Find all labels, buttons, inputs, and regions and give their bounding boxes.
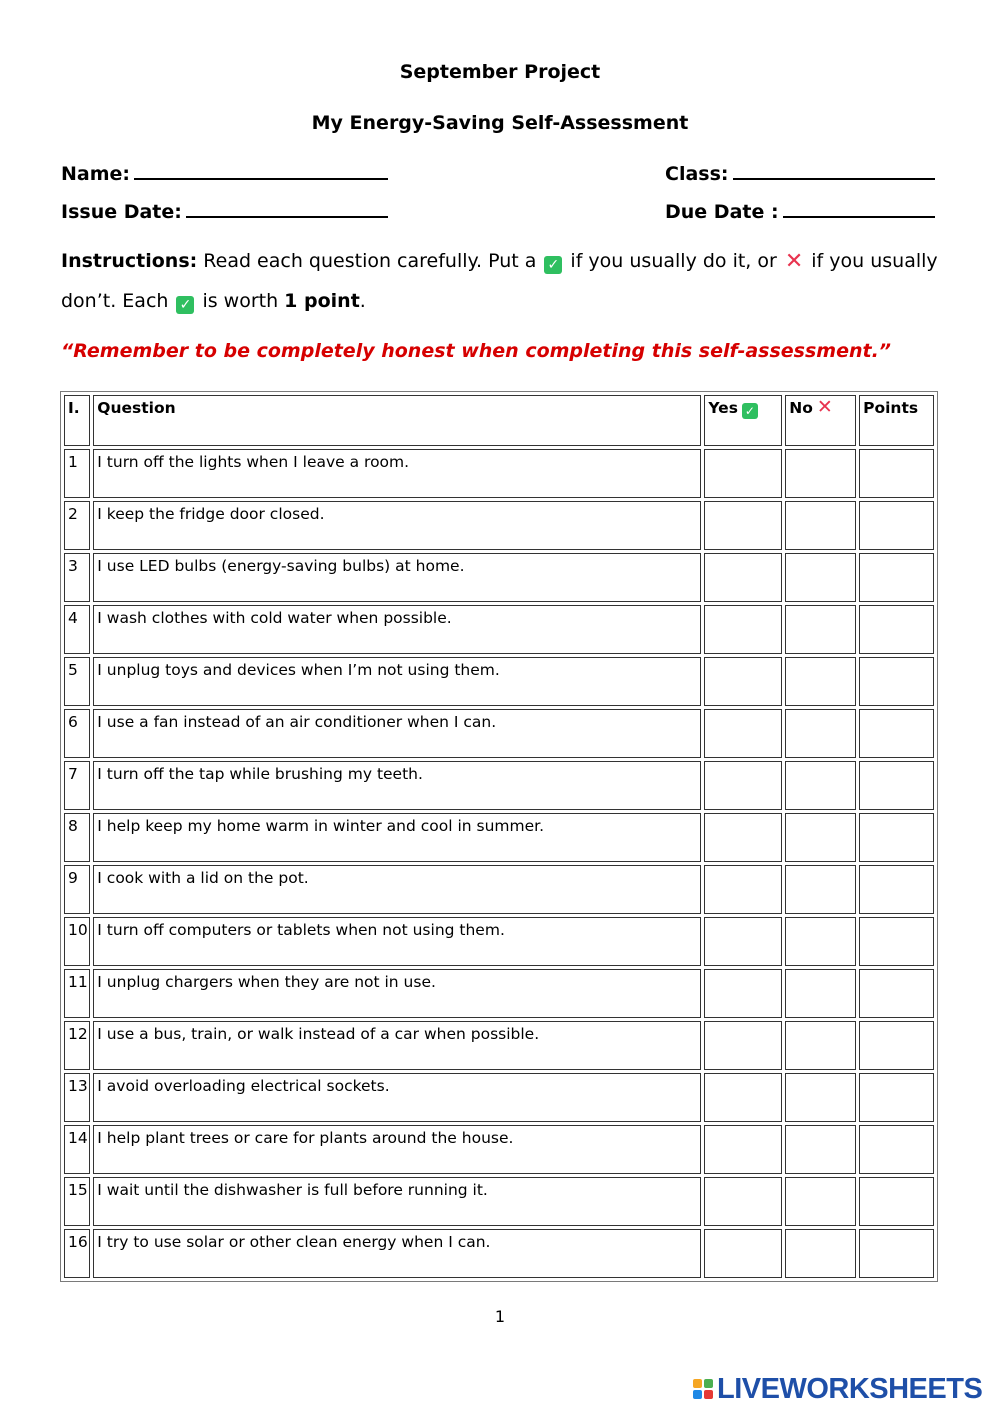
name-label: Name: (61, 163, 131, 185)
cross-icon: ✕ (816, 396, 833, 418)
check-box-icon: ✓ (544, 256, 562, 274)
yes-answer-cell[interactable] (704, 1125, 782, 1174)
points-cell[interactable] (859, 1125, 934, 1174)
name-blank[interactable] (134, 160, 388, 180)
row-number: 12 (64, 1021, 90, 1070)
row-question: I keep the fridge door closed. (93, 501, 701, 550)
page-title: September Project (399, 61, 601, 83)
issue-date-blank[interactable] (186, 198, 388, 218)
table-row (64, 813, 934, 862)
table-row (64, 1229, 934, 1278)
table-row (64, 761, 934, 810)
row-number: 10 (64, 917, 90, 966)
points-cell[interactable] (859, 761, 934, 810)
points-cell[interactable] (859, 553, 934, 602)
points-cell[interactable] (859, 1229, 934, 1278)
header-no: No ✕ (785, 395, 856, 446)
table-row (64, 865, 934, 914)
instructions-text-2: if you usually do it, or (570, 250, 777, 272)
row-number: 16 (64, 1229, 90, 1278)
points-cell[interactable] (859, 1073, 934, 1122)
header-yes: Yes ✓ (704, 395, 782, 446)
row-number: 15 (64, 1177, 90, 1226)
row-number: 4 (64, 605, 90, 654)
row-question: I try to use solar or other clean energy when I can. (93, 1229, 701, 1278)
points-cell[interactable] (859, 605, 934, 654)
no-answer-cell[interactable] (785, 1229, 856, 1278)
yes-answer-cell[interactable] (704, 761, 782, 810)
yes-answer-cell[interactable] (704, 1073, 782, 1122)
row-question: I help plant trees or care for plants around the house. (93, 1125, 701, 1174)
row-number: 2 (64, 501, 90, 550)
points-cell[interactable] (859, 917, 934, 966)
no-answer-cell[interactable] (785, 709, 856, 758)
page-subtitle: My Energy-Saving Self-Assessment (311, 112, 689, 134)
table-row (64, 1177, 934, 1226)
table-body (64, 449, 934, 1278)
no-answer-cell[interactable] (785, 449, 856, 498)
instructions-text-1: Read each question carefully. Put a (203, 250, 537, 272)
points-cell[interactable] (859, 865, 934, 914)
liveworksheets-logo-icon (693, 1379, 713, 1399)
row-question: I unplug toys and devices when I’m not using them. (93, 657, 701, 706)
header-points: Points (859, 395, 934, 446)
instructions (61, 241, 941, 321)
points-cell[interactable] (859, 709, 934, 758)
table-header-row (64, 395, 934, 446)
row-number: 6 (64, 709, 90, 758)
row-number: 7 (64, 761, 90, 810)
no-answer-cell[interactable] (785, 605, 856, 654)
table-row (64, 501, 934, 550)
row-question: I wait until the dishwasher is full before running it. (93, 1177, 701, 1226)
table-row (64, 969, 934, 1018)
cross-icon: ✕ (784, 249, 804, 274)
due-date-field (665, 198, 935, 223)
yes-answer-cell[interactable] (704, 1229, 782, 1278)
yes-answer-cell[interactable] (704, 605, 782, 654)
row-question: I use a bus, train, or walk instead of a car when possible. (93, 1021, 701, 1070)
no-answer-cell[interactable] (785, 1021, 856, 1070)
instructions-label: Instructions: (61, 250, 198, 272)
row-question: I avoid overloading electrical sockets. (93, 1073, 701, 1122)
yes-answer-cell[interactable] (704, 657, 782, 706)
header-index: I. (64, 395, 90, 446)
due-date-label: Due Date : (665, 201, 779, 223)
row-number: 11 (64, 969, 90, 1018)
table-row (64, 553, 934, 602)
yes-answer-cell[interactable] (704, 865, 782, 914)
class-blank[interactable] (733, 160, 935, 180)
instructions-period: . (359, 290, 366, 312)
points-cell[interactable] (859, 969, 934, 1018)
yes-answer-cell[interactable] (704, 917, 782, 966)
no-answer-cell[interactable] (785, 761, 856, 810)
no-answer-cell[interactable] (785, 553, 856, 602)
brand-name: LIVEWORKSHEETS (717, 1372, 983, 1405)
no-answer-cell[interactable] (785, 813, 856, 862)
points-cell[interactable] (859, 813, 934, 862)
row-question: I use a fan instead of an air conditioner when I can. (93, 709, 701, 758)
points-cell[interactable] (859, 1177, 934, 1226)
row-number: 5 (64, 657, 90, 706)
instructions-text-4: don’t. Each (61, 290, 169, 312)
points-cell[interactable] (859, 501, 934, 550)
points-cell[interactable] (859, 1021, 934, 1070)
due-date-blank[interactable] (783, 198, 935, 218)
points-value-text: 1 point (284, 290, 360, 312)
yes-answer-cell[interactable] (704, 969, 782, 1018)
page-number: 1 (494, 1307, 506, 1326)
yes-answer-cell[interactable] (704, 1021, 782, 1070)
name-field (61, 160, 388, 185)
row-number: 13 (64, 1073, 90, 1122)
row-question: I unplug chargers when they are not in use. (93, 969, 701, 1018)
table-row (64, 449, 934, 498)
row-question: I turn off computers or tablets when not using them. (93, 917, 701, 966)
issue-date-field (61, 198, 388, 223)
no-answer-cell[interactable] (785, 865, 856, 914)
table-row (64, 1125, 934, 1174)
yes-answer-cell[interactable] (704, 501, 782, 550)
table-row (64, 657, 934, 706)
liveworksheets-logo (693, 1374, 982, 1404)
row-number: 1 (64, 449, 90, 498)
row-number: 14 (64, 1125, 90, 1174)
row-question: I use LED bulbs (energy-saving bulbs) at home. (93, 553, 701, 602)
yes-answer-cell[interactable] (704, 813, 782, 862)
self-assessment-table (60, 391, 938, 1282)
no-answer-cell[interactable] (785, 501, 856, 550)
yes-answer-cell[interactable] (704, 449, 782, 498)
table-row (64, 1021, 934, 1070)
row-number: 9 (64, 865, 90, 914)
class-field (665, 160, 935, 185)
points-cell[interactable] (859, 657, 934, 706)
no-answer-cell[interactable] (785, 969, 856, 1018)
yes-answer-cell[interactable] (704, 709, 782, 758)
table-row (64, 709, 934, 758)
no-answer-cell[interactable] (785, 1073, 856, 1122)
honesty-reminder: “Remember to be completely honest when completing this self-assessment.” (61, 340, 892, 362)
yes-answer-cell[interactable] (704, 1177, 782, 1226)
table-row (64, 1073, 934, 1122)
row-number: 3 (64, 553, 90, 602)
points-cell[interactable] (859, 449, 934, 498)
check-box-icon: ✓ (742, 403, 758, 419)
no-answer-cell[interactable] (785, 1125, 856, 1174)
check-box-icon: ✓ (176, 296, 194, 314)
row-question: I wash clothes with cold water when possible. (93, 605, 701, 654)
table-row (64, 605, 934, 654)
table-row (64, 917, 934, 966)
no-answer-cell[interactable] (785, 917, 856, 966)
instructions-text-5: is worth (202, 290, 279, 312)
header-question: Question (93, 395, 701, 446)
row-number: 8 (64, 813, 90, 862)
issue-date-label: Issue Date: (61, 201, 182, 223)
row-question: I cook with a lid on the pot. (93, 865, 701, 914)
yes-answer-cell[interactable] (704, 553, 782, 602)
no-answer-cell[interactable] (785, 657, 856, 706)
no-answer-cell[interactable] (785, 1177, 856, 1226)
row-question: I turn off the lights when I leave a room. (93, 449, 701, 498)
instructions-text-3: if you usually (811, 250, 938, 272)
row-question: I turn off the tap while brushing my teeth. (93, 761, 701, 810)
class-label: Class: (665, 163, 729, 185)
row-question: I help keep my home warm in winter and cool in summer. (93, 813, 701, 862)
